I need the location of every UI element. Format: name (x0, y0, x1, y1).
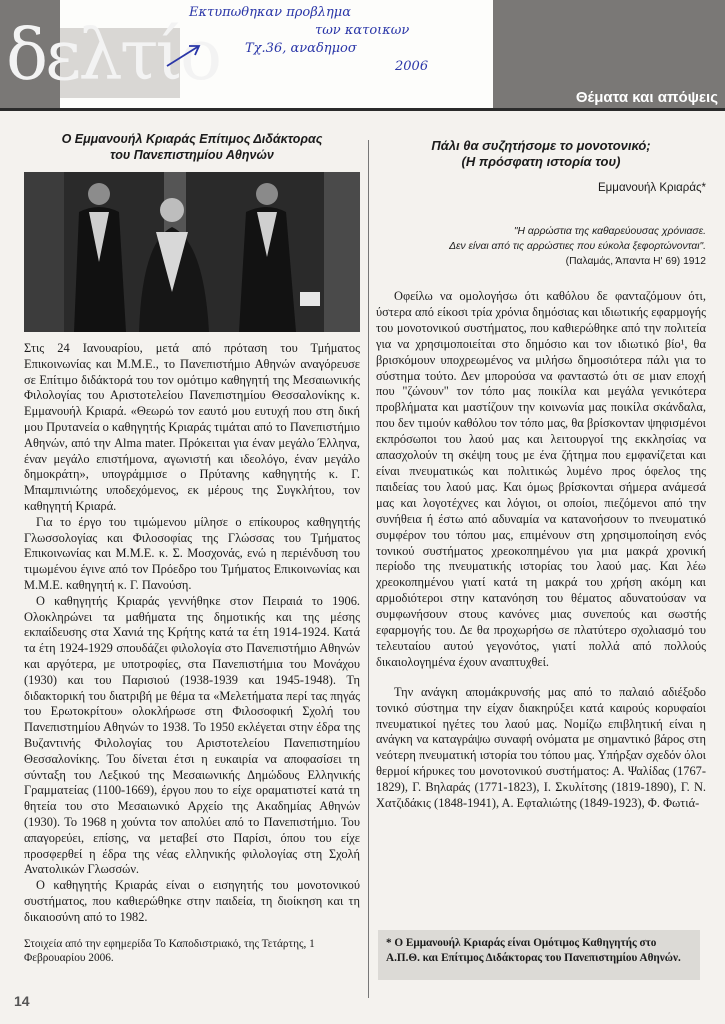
right-paragraph: Την ανάγκη απομάκρυνσής μας από το παλαιό αδιέξοδο τονικό σύστημα την είχαν διακηρύξει κατά καιρούς κορυφαίοι πνευματικοί ηγέτες του λαού μας. Νομίζω επιβλητική είναι η ανάγκη να καταγράψω συναφή ονόματα με σημαντικό βάρος στη νεότερη πνευματική ιστορία του τόπου μας. Υπήρξαν σχεδόν όλοι θερμοί κήρυκες του μονοτονικού συστήματος: Α. Ψαλίδας (1767-1829), Γ. Βηλαράς (1771-1823), Ι. Σκυλίτσης (1819-1890), Γ. Ν. Χατζιδάκις (1848-1941), Α. Εφταλιώτης (1849-1923), Φ. Φωτιά- (376, 684, 706, 811)
page-number: 14 (14, 993, 30, 1009)
left-paragraph: Ο καθηγητής Κριαράς είναι ο εισηγητής του μονοτονικού συστήματος, που καθιερώθηκε στην παιδεία, τη διοίκηση και τη δικαιοσύνη από το 1982. (24, 878, 360, 924)
handwritten-note (185, 4, 485, 99)
left-article-title (24, 131, 360, 163)
handwriting-line: 2006 (395, 59, 429, 74)
left-paragraph: Στις 24 Ιανουαρίου, μετά από πρόταση του Τμήματος Επικοινωνίας και Μ.Μ.Ε., το Πανεπιστήμιο Αθηνών αναγόρευσε σε Επίτιμο διδάκτορά του τον ομότιμο καθηγητή της Μεσαιωνικής Φιλολογίας του Αριστοτελείου Πανεπιστημίου Θεσσαλονίκης κ. Εμμανουήλ Κριαρά. «Θεωρώ τον εαυτό μου ευτυχή που στη δική μου Πρυτανεία ο καθηγητής Κριαράς τιμάται από το Πανεπιστήμιο Αθηνών, από την Alma mater. Πρόκειται για έναν μεγάλο Έλληνα, έναν μεγάλο επιστήμονα, αγωνιστή και ιδεολόγο, έναν μεγάλο δημοκράτη», υπογράμμισε ο Πρύτανης καθηγητής κ. Γ. Μπαμπινιώτης υποδεχόμενος, εκ μέρους της Συγκλήτου, τον καθηγητή Κριαρά. (24, 341, 360, 513)
right-article-body (376, 289, 706, 812)
header-rule (0, 108, 725, 111)
right-title-line: Πάλι θα συζητήσομε το μονοτονικό; (431, 138, 651, 153)
column-divider (368, 140, 369, 998)
section-title: Θέματα και απόψεις (575, 89, 718, 106)
handwriting-line: των κατοικων (315, 23, 410, 38)
author-footnote: * Ο Εμμανουήλ Κριαράς είναι Ομότιμος Καθηγητής στο Α.Π.Θ. και Επίτιμος Διδάκτορας του Πανεπιστημίου Αθηνών. (378, 930, 700, 980)
epigraph (376, 224, 706, 269)
left-source-note: Στοιχεία από την εφημερίδα Το Καποδιστριακό, της Τετάρτης, 1 Φεβρουαρίου 2006. (24, 938, 315, 965)
right-title-line: (Η πρόσφατη ιστορία του) (461, 154, 621, 169)
right-article (376, 138, 706, 826)
handwriting-line: Εκτυπωθηκαν προβλημα (189, 5, 351, 20)
left-title-line: Ο Εμμανουήλ Κριαράς Επίτιμος Διδάκτορας (61, 132, 323, 146)
left-paragraph: Για το έργο του τιμώμενου μίλησε ο επίκουρος καθηγητής Γλωσσολογίας και Φιλοσοφίας της Γλώσσας του Τμήματος Επικοινωνίας και Μ.Μ.Ε. κ. Σ. Μοσχονάς, ενώ η περιένδυση του τιμωμένου έγινε από τον Πρόεδρο του Τμήματος Επικοινωνίας και Μ.Μ.Ε. καθηγητή κ. Γ. Πανούση. (24, 514, 360, 592)
magazine-logo: δελτίο (6, 14, 220, 96)
epigraph-line: Δεν είναι από τις αρρώστιες που εύκολα ξεφορτώνονται". (449, 241, 706, 252)
epigraph-source: (Παλαμάς, Άπαντα Η' 69) 1912 (565, 256, 706, 267)
left-article-body (24, 341, 360, 925)
right-article-title (376, 138, 706, 170)
handwriting-line: Τχ.36, αναδημοσ (245, 41, 357, 56)
ceremony-photo (24, 172, 360, 332)
right-paragraph: Οφείλω να ομολογήσω ότι καθόλου δε φανταζόμουν ότι, ύστερα από είκοσι τρία χρόνια δημόσιας και ιδιωτικής εφαρμογής του μονοτονικού συστήματος, που καθιερώθηκε από την πολιτεία για να χρησιμοποιείται στο δημόσιο και τον ιδιωτικό βίο¹, θα βρισκόμουν υποχρεωμένος να μιλήσω δημοσιότερα πάλι για το σύστημα τούτο. Δεν μπορούσα να φανταστώ ότι σε μιαν εποχή που "ζώνουν" τον τόπο μας ποικίλα και μεγάλα γενικότερα προβλήματα και μαστίζουν την κοινωνία μας ποικίλα σκάνδαλα, που δεν τιμούν καθόλου τον τόπο μας, θα βρίσκονταν ψηφισμένοι εκπρόσωποι του λαού μας και λειτουργοί της εκκλησίας να απασχολούν τη σκέψη τους με ένα ζήτημα που εμφανίζεται και είναι πνευματικώς και πολιτικώς λυμένο προς όφελος της παιδείας του λαού μας. Και όμως βρίσκονται σήμερα ανάμεσά μας και λογοτέχνες και λόγιοι, οι οποίοι, πιεζόμενοι από την συνήθεια ή έστω από αδυναμία να κατανοήσουν το πνευματικό συμφέρον του τόπου μας, επιμένουν στη χρησιμοποίηση ενός τονικού συστήματος χρεοκοπημένου για μια μακρά χρονική περίοδο της πνευματικής ιστορίας του λαού μας. Και λέω χρεοκοπημένου γιατί κατά τη μακρά του χρήση ακόμη και αρμοδιότεροι στην κατανόηση του θέματος αδυνατούσαν να συμφωνήσουν στους κανόνες μιας συνεπούς και σωστής εφαρμογής του. Δε θα προχωρήσω σε πλατύτερο σχολιασμό του τελευταίου αυτού γεγονότος, γιατί πολλά από πολλούς δικαιολογημένα έχουν αναπτυχθεί. (376, 289, 706, 669)
left-title-line: του Πανεπιστημίου Αθηνών (110, 148, 274, 162)
left-paragraph: Ο καθηγητής Κριαράς γεννήθηκε στον Πειραιά το 1906. Ολοκληρώνει τα μαθήματα της δημοτικής και της μέσης εκπαίδευσης στα Χανιά της Κρήτης κατά τα έτη 1914-1924. Κατά τα έτη 1924-1929 σπουδάζει φιλολογία στο Πανεπιστήμιο Αθηνών και αργότερα, με υποτροφίες, στα Πανεπιστήμια του Μονάχου (1930) και του Παρισιού (1938-1939 και 1945-1948). Τη διδακτορική του διατριβή με θέμα τα «Μελετήματα περί τας πηγάς του Ερωτοκρίτου» ολοκλήρωσε στη Φιλοσοφική Σχολή του Πανεπιστημίου Αθηνών το 1938. Το 1950 εκλέγεται στην έδρα της Βυζαντινής Φιλολογίας του Αριστοτελείου Πανεπιστημίου Θεσσαλονίκης. Του δίνεται έτσι η ευκαιρία να αποφασίσει τη σύνταξη του Λεξικού της Μεσαιωνικής Δημώδους Ελληνικής Γραμματείας (1100-1669), έργου που το είχε οραματιστεί κατά τη θητεία του στο Μεσαιωνικό Αρχείο της Ακαδημίας Αθηνών (1930). Το 1968 η χούντα τον απολύει από το Πανεπιστήμιο. Του απαγορεύει, επίσης, να μεταβεί στο Παρίσι, όπου του είχε προσφερθεί η έδρα της νέας ελληνικής φιλολογίας στη Σχολή Ανατολικών Γλωσσών. (24, 593, 360, 877)
epigraph-line: "Η αρρώστια της καθαρεύουσας χρόνιασε. (513, 226, 706, 237)
author-name: Εμμανουήλ Κριαράς* (598, 182, 706, 194)
left-article (24, 131, 360, 965)
ceremony-photo-graphic (24, 172, 360, 332)
